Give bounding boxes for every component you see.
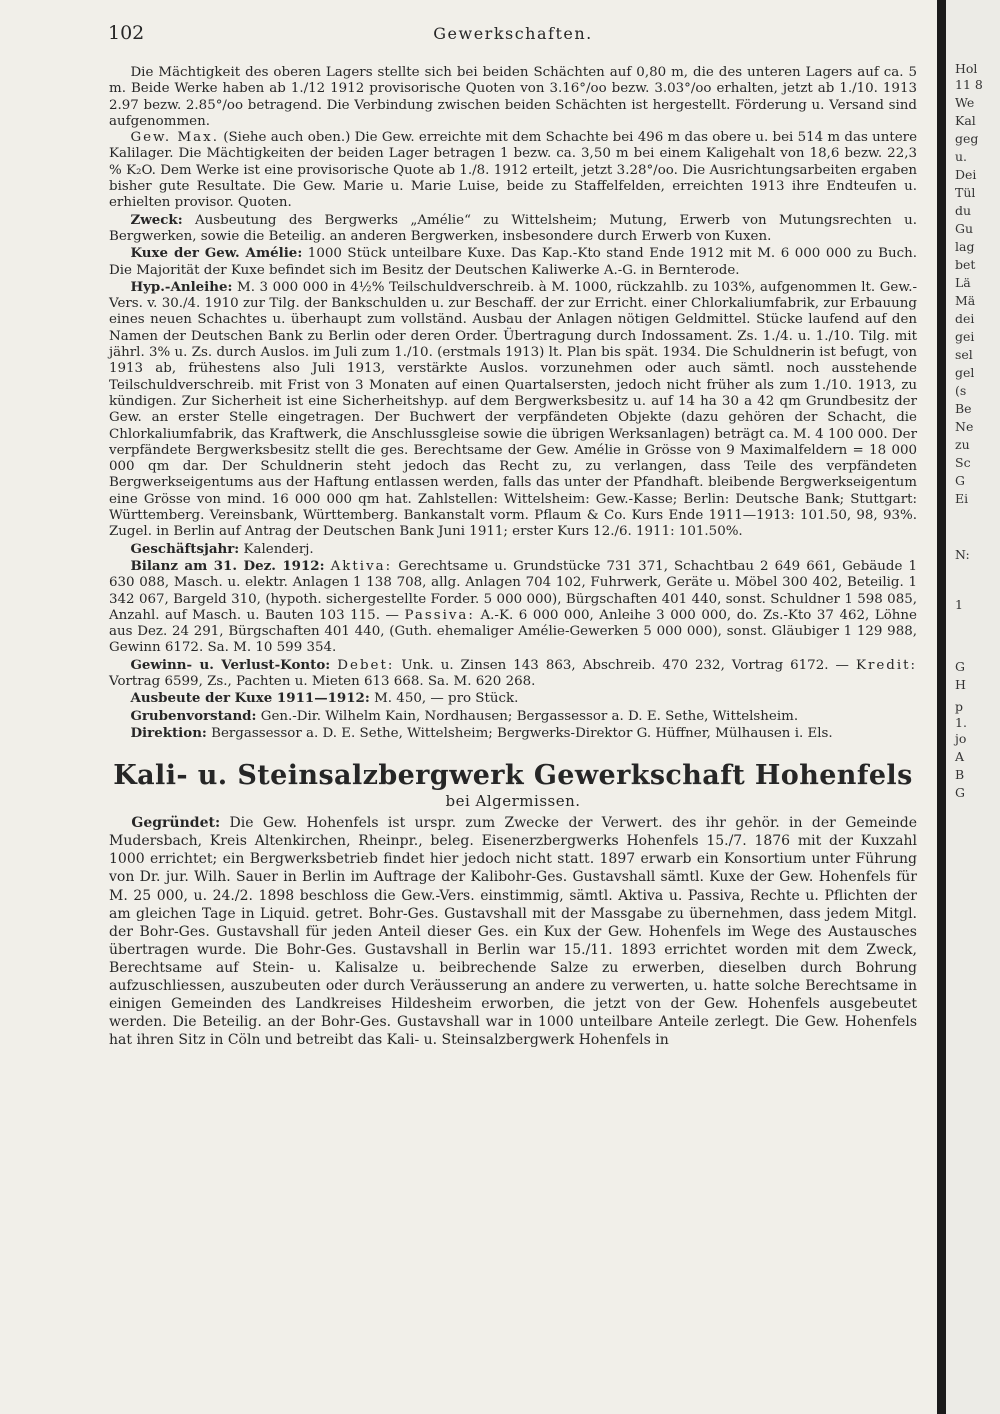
page-header [108,22,918,46]
adjacent-page-fragment: Ei [955,491,969,506]
section-hohenfels [109,760,917,1049]
adjacent-page-fragment: bet [955,257,976,272]
kuxe-text: 1000 Stück unteilbare Kuxe. Das Kap.-Kto stand Ende 1912 mit M. 6 000 000 zu Buch. Die Majorität der Kuxe befindet sich im Besitz der Deutschen Kaliwerke A.-G. in Bernterode. [109,246,917,278]
gegruendet-text: Die Gew. Hohenfels ist urspr. zum Zwecke der Verwert. des ihr gehör. in der Gemeinde Mudersbach, Kreis Altenkirchen, Rheinpr., beleg. Eisenerzbergwerks Hohenfels 15./7. 1876 mit der Kuxzahl 1000 errichtet; ein Bergwerksbetrieb findet hier jedoch nicht statt. 1897 erwarb ein Konsortium unter Führung von Dr. jur. Wilh. Sauer in Berlin im Auftrage der Kalibohr-Ges. Gustavshall sämtl. Kuxe der Gew. Hohenfels für M. 25 000, u. 24./2. 1898 beschloss die Gew.-Vers. einstimmig, sämtl. Aktiva u. Passiva, Rechte u. Pflichten der am gleichen Tage in Liquid. getret. Bohr-Ges. Gustavshall mit der Massgabe zu übernehmen, dass jedem Mitgl. der Bohr-Ges. Gustavshall für jeden Anteil dieser Ges. ein Kux der Gew. Hohenfels im Wege des Austausches übertragen wurde. Die Bohr-Ges. Gustavshall in Berlin war 15./11. 1893 errichtet worden mit dem Zweck, Berechtsame auf Stein- u. Kalisalze u. beibrechende Salze zu erwerben, dieselben durch Bohrung aufzuschliessen, auszubeuten oder durch Veräusserung an andere zu verwerten, u. hatte solche Berechtsame in einigen Gemeinden des Landkreises Hildesheim erworben, die jetzt von der Gew. Hohenfels ausgebeutet werden. Die Beteilig. an der Bohr-Ges. Gustavshall war in 1000 unteilbare Anteile zerlegt. Die Gew. Hohenfels hat ihren Sitz in Cöln und betreibt das Kali- u. Steinsalzbergwerk Hohenfels in [109,815,917,1049]
paragraph-zweck [109,212,917,246]
maechtigkeit-text: Die Mächtigkeit des oberen Lagers stellte sich bei beiden Schächten auf 0,80 m, die des unteren Lagers auf ca. 5 m. Beide Werke haben ab 1./12 1912 provisorische Quoten von 3.16°/oo bezw. 3.03°/oo erhalten, jetzt ab 1./10. 1913 2.97 bezw. 2.85°/oo betragend. Die Verbindung zwischen beiden Schächten ist hergestellt. Förderung u. Versand sind aufgenommen. [109,65,917,129]
paragraph-maechtigkeit [109,65,917,130]
guv-label: Gewinn- u. Verlust-Konto: [130,656,331,673]
adjacent-page-fragment: jo [955,731,967,746]
adjacent-page-fragment: Be [955,401,972,416]
adjacent-page-fragment: Kal [955,113,976,128]
adjacent-page-fragment: Mä [955,293,976,308]
adjacent-page-fragment: 11 8 [955,77,983,92]
zweck-label: Zweck: [130,211,183,228]
bilanz-label: Bilanz am 31. Dez. 1912: [130,557,325,574]
kuxe-label: Kuxe der Gew. Amélie: [130,245,303,262]
ausbeute-label: Ausbeute der Kuxe 1911—1912: [130,690,370,707]
adjacent-page-fragment: (s [955,383,967,398]
gegruendet-label: Gegründet: [131,815,221,832]
adjacent-page-fragment: du [955,203,972,218]
geschaeftsjahr-label: Geschäftsjahr: [130,540,240,557]
adjacent-page-fragment: Lä [955,275,971,290]
bilanz-passiva-lead: Passiva: [404,607,475,623]
adjacent-page-fragment: We [955,95,975,110]
adjacent-page-fragment: u. [955,149,968,164]
geschaeftsjahr-text: Kalenderj. [239,541,314,557]
guv-kredit-text: Vortrag 6599, Zs., Pachten u. Mieten 613 668. Sa. M. 620 268. [109,673,536,689]
paragraph-gewinn-verlust [109,657,917,691]
adjacent-page-fragment: Dei [955,167,977,182]
direktion-text: Bergassessor a. D. E. Sethe, Wittelsheim; Bergwerks-Direktor G. Hüffner, Mülhausen i. Els. [206,725,833,741]
guv-debet-lead: Debet: [337,657,395,673]
grubenvorstand-label: Grubenvorstand: [130,707,257,724]
adjacent-page-fragment: geg [955,131,979,146]
guv-debet-text: Unk. u. Zinsen 143 863, Abschreib. 470 232, Vortrag 6172. — [394,657,856,673]
adjacent-page-fragment: H [955,677,966,692]
paragraph-gew-max [109,130,917,211]
direktion-label: Direktion: [130,724,207,741]
paragraph-grubenvorstand [109,708,917,725]
adjacent-page-fragment: dei [955,311,975,326]
adjacent-page-fragment: G [955,659,965,674]
adjacent-page-fragment: gel [955,365,975,380]
guv-kredit-lead: Kredit: [855,657,918,673]
adjacent-page-fragment: Ne [955,419,974,434]
gew-max-lead: Gew. Max. [130,130,219,146]
gutter-shadow [937,0,946,1414]
adjacent-page-fragment: G [955,785,965,800]
paragraph-hyp-anleihe [109,279,917,541]
adjacent-page-fragment: 1 [955,597,963,612]
adjacent-page-fragment: Tül [955,185,976,200]
paragraph-geschaeftsjahr [109,541,917,558]
adjacent-page-fragment: Hol [955,61,978,76]
adjacent-page-fragment: N: [955,547,970,562]
page-number: 102 [108,22,145,44]
company-subtitle: bei Algermissen. [445,792,581,811]
adjacent-page-fragment: Gu [955,221,974,236]
bilanz-passiva-text: A.-K. 6 000 000, Anleihe 3 000 000, do. Zs.-Kto 37 462, Löhne aus Dez. 24 291, Bürgschaften 401 440, (Guth. ehemaliger Amélie-Gewerken 5 000 000), sonst. Gläubiger 1 129 988, Gewinn 6172. Sa. M. 10 599 354. [109,607,917,656]
adjacent-page-fragment: sel [955,347,973,362]
paragraph-direktion [109,725,917,742]
adjacent-page-fragment: gei [955,329,975,344]
adjacent-page-fragment: lag [955,239,975,254]
adjacent-page-fragment: B [955,767,965,782]
paragraph-ausbeute [109,690,917,707]
paragraph-gegruendet [109,814,917,1049]
main-text-column [109,65,917,1049]
adjacent-page-fragment: G [955,473,965,488]
bilanz-aktiva-text: Gerechtsame u. Grundstücke 731 371, Schachtbau 2 649 661, Gebäude 1 630 088, Masch. u. elektr. Anlagen 1 138 708, allg. Anlagen 704 102, Fuhrwerk, Geräte u. Möbel 300 402, Beteilig. 1 342 067, Bargeld 310, (hypoth. sichergestellte Forder. 5 000 000), Bürgschaften 401 440, sonst. Schuldner 1 598 085, Anzahl. auf Masch. u. Bauten 103 115. — [109,558,917,623]
adjacent-page-fragment: 1. [955,715,967,730]
ausbeute-text: M. 450, — pro Stück. [369,691,519,707]
adjacent-page-fragment: Sc [955,455,971,470]
zweck-text: Ausbeutung des Bergwerks „Amélie“ zu Wittelsheim; Mutung, Erwerb von Mutungsrechten u. Bergwerken, sowie die Beteilig. an anderen Bergwerken, insbesondere durch Erwerb von Kuxen. [109,212,917,244]
paragraph-bilanz [109,558,917,657]
anleihe-label: Hyp.-Anleihe: [130,278,233,295]
bilanz-aktiva-lead: Aktiva: [330,558,393,574]
adjacent-page-fragment: zu [955,437,970,452]
adjacent-page-fragment: p [955,699,964,714]
running-title: Gewerkschaften. [433,24,593,43]
adjacent-page-fragment: A [955,749,965,764]
paragraph-kuxe [109,245,917,279]
grubenvorstand-text: Gen.-Dir. Wilhelm Kain, Nordhausen; Bergassessor a. D. E. Sethe, Wittelsheim. [256,708,799,724]
gew-max-text: (Siehe auch oben.) Die Gew. erreichte mit dem Schachte bei 496 m das obere u. bei 514 m das untere Kalilager. Die Mächtigkeiten der beiden Lager betragen 1 bezw. ca. 3,50 m bei einem Kaligehalt von 18,6 bezw. 22,3 % K₂O. Dem Werke ist eine provisorische Quote ab 1./8. 1912 erteilt, jetzt 3.28°/oo. Die Ausrichtungsarbeiten ergaben bisher gute Resultate. Die Gew. Marie u. Marie Luise, beide zu Staffelfelden, erreichten 1913 ihre Endteufen u. erhielten provisor. Quoten. [109,130,917,211]
anleihe-text: M. 3 000 000 in 4½% Teilschuldverschreib. à M. 1000, rückzahlb. zu 103%, aufgenommen lt. Gew.-Vers. v. 30./4. 1910 zur Tilg. der Bankschulden u. zur Beschaff. der zur Erricht. einer Chlorkaliumfabrik, zur Erbauung eines neuen Schachtes u. überhaupt zum vollständ. Ausbau der Anlagen nötigen Geldmittel. Stücke laufend auf den Namen der Deutschen Bank zu Berlin oder deren Order. Übertragung durch Indossament. Zs. 1./4. u. 1./10. Tilg. mit jährl. 3% u. Zs. durch Auslos. im Juli zum 1./10. (erstmals 1913) lt. Plan bis spät. 1934. Die Schuldnerin ist befugt, von 1913 ab, frühestens also Juli 1913, verstärkte Auslos. vorzunehmen oder auch sämtl. noch ausstehende Teilschuldverschreib. mit Frist von 3 Monaten auf einen Quartalsersten, jedoch nicht früher als zum 1./10. 1913, zu kündigen. Zur Sicherheit ist eine Sicherheitshyp. auf dem Bergwerksbesitz u. auf 14 ha 30 a 42 qm Grundbesitz der Gew. an erster Stelle eingetragen. Der Buchwert der verpfändeten Objekte (dazu gehören der Schacht, die Chlorkaliumfabrik, das Kraftwerk, die Anschlussgleise sowie die übrigen Werksanlagen) beträgt ca. M. 4 100 000. Der verpfändete Bergwerksbesitz stellt die ges. Berechtsame der Gew. Amélie in Grösse von 9 Maximalfeldern = 18 000 000 qm dar. Der Schuldnerin steht jedoch das Recht zu, zu verlangen, dass Teile des verpfändeten Bergwerkseigentums aus der Haftung entlassen werden, falls das unter der Pfandhaft. bleibende Bergwerkseigentum eine Grösse von mind. 16 000 000 qm hat. Zahlstellen: Wittelsheim: Gew.-Kasse; Berlin: Deutsche Bank; Stuttgart: Württemberg. Vereinsbank, Württemberg. Bankanstalt vorm. Pflaum & Co. Kurs Ende 1911—1913: 101.50, 98, 93%. Zugel. in Berlin auf Antrag der Deutschen Bank Juni 1911; erster Kurs 12./6. 1911: 101.50%. [109,279,917,540]
company-title: Kali- u. Steinsalzbergwerk Gewerkschaft Hohenfels [113,760,913,792]
